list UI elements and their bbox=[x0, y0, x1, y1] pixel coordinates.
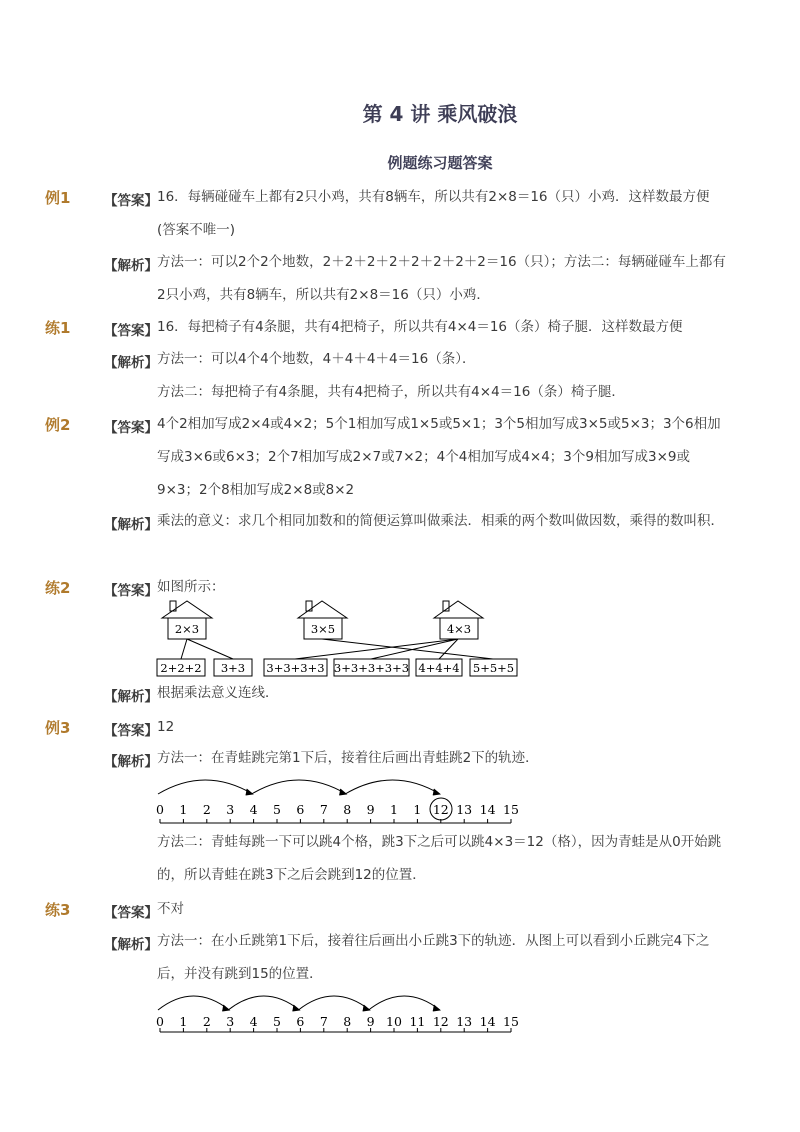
number-line-label: 6 bbox=[296, 802, 305, 817]
number-line-label: 10 bbox=[386, 1014, 402, 1029]
number-line-label: 7 bbox=[319, 802, 328, 817]
answer-box-label-4: 3+3+3+3+3 bbox=[333, 661, 410, 675]
practice-3-answer: 不对 bbox=[157, 901, 184, 917]
number-line-label: 2 bbox=[202, 802, 211, 817]
frog-number-line bbox=[156, 780, 519, 823]
jump-arc bbox=[298, 996, 369, 1010]
jump-arrowhead bbox=[433, 789, 440, 795]
jump-arc bbox=[345, 780, 440, 794]
practice-1-label: 练1 bbox=[45, 319, 71, 337]
jump-arrowhead bbox=[222, 1005, 229, 1011]
answer-box-label-5: 4+4+4 bbox=[418, 661, 460, 675]
example-3-answer: 12 bbox=[157, 719, 175, 735]
connector-line bbox=[295, 639, 458, 659]
number-line-label: 0 bbox=[156, 1014, 164, 1029]
hill-number-line bbox=[156, 996, 519, 1032]
analysis-tag: 【解析】 bbox=[104, 517, 158, 533]
number-line-label: 13 bbox=[456, 802, 473, 817]
number-line-label: 2 bbox=[202, 1014, 211, 1029]
number-line-label: 1 bbox=[390, 802, 398, 817]
example-1-label: 例1 bbox=[45, 189, 71, 207]
number-line-label: 1 bbox=[179, 1014, 188, 1029]
jump-arc bbox=[369, 996, 440, 1010]
jump-arrowhead bbox=[433, 1005, 440, 1011]
jump-arrowhead bbox=[292, 1005, 299, 1011]
number-line-label: 12 bbox=[432, 1014, 449, 1029]
number-line-label: 4 bbox=[249, 1014, 258, 1029]
answer-tag: 【答案】 bbox=[104, 323, 158, 339]
number-line-label: 5 bbox=[273, 802, 281, 817]
house-label-2: 3×5 bbox=[310, 622, 336, 636]
number-line-label: 6 bbox=[296, 1014, 305, 1029]
example-2-label: 例2 bbox=[45, 416, 71, 434]
number-line-label: 4 bbox=[249, 802, 258, 817]
number-line-label: 1 bbox=[179, 802, 188, 817]
example-2-answer: 4个2相加写成2×4或4×2；5个1相加写成1×5或5×1；3个5相加写成3×5或5×3；3个6相加写成3×6或6×3；2个7相加写成2×7或7×2；4个4相加写成4×4；3个9相加写成3×9或9×3；2个8相加写成2×8或8×2 bbox=[157, 416, 721, 498]
answer-tag: 【答案】 bbox=[104, 193, 158, 209]
analysis-tag: 【解析】 bbox=[104, 689, 158, 705]
number-line-label: 14 bbox=[479, 1014, 496, 1029]
number-line-label: 0 bbox=[156, 802, 164, 817]
number-line-label: 8 bbox=[343, 802, 352, 817]
answer-box-label-3: 3+3+3+3 bbox=[266, 661, 325, 675]
practice-2-analysis: 根据乘法意义连线． bbox=[157, 685, 279, 701]
answer-box-label-2: 3+3 bbox=[220, 661, 246, 675]
answer-box-label-1: 2+2+2 bbox=[160, 661, 202, 675]
number-line-label: 9 bbox=[366, 802, 375, 817]
practice-2-label: 练2 bbox=[45, 579, 71, 597]
connector-line bbox=[371, 639, 458, 659]
connector-line bbox=[181, 639, 187, 659]
number-line-label: 9 bbox=[366, 1014, 375, 1029]
practice-3-label: 练3 bbox=[45, 901, 71, 919]
section-subtitle: 例题练习题答案 bbox=[387, 154, 493, 172]
jump-arrowhead bbox=[339, 789, 346, 795]
connector-line bbox=[439, 639, 458, 659]
analysis-tag: 【解析】 bbox=[104, 258, 158, 274]
number-line-label: 14 bbox=[479, 802, 496, 817]
example-3-label: 例3 bbox=[45, 719, 71, 737]
connector-line bbox=[322, 639, 493, 659]
example-3-analysis-method2: 方法二：青蛙每跳一下可以跳4个格，跳3下之后可以跳4×3＝12（格），因为青蛙是从0开始跳的，所以青蛙在跳3下之后会跳到12的位置． bbox=[157, 834, 722, 883]
practice-1-analysis-method2: 方法二：每把椅子有4条腿，共有4把椅子，所以共有4×4＝16（条）椅子腿． bbox=[157, 384, 625, 400]
practice-1-analysis-method1: 方法一：可以4个4个地数，4＋4＋4＋4＝16（条）． bbox=[157, 351, 476, 367]
example-3-analysis-method1: 方法一：在青蛙跳完第1下后，接着往后画出青蛙跳2下的轨迹． bbox=[157, 750, 539, 766]
answer-box-label-6: 5+5+5 bbox=[472, 661, 515, 675]
number-line-label: 5 bbox=[273, 1014, 281, 1029]
page-title: 第 4 讲 乘风破浪 bbox=[362, 102, 518, 126]
number-line-label: 15 bbox=[503, 1014, 519, 1029]
connector-line bbox=[187, 639, 233, 659]
practice-1-answer: 16．每把椅子有4条腿，共有4把椅子，所以共有4×4＝16（条）椅子腿．这样数最方便 bbox=[157, 319, 683, 335]
analysis-tag: 【解析】 bbox=[104, 355, 158, 371]
number-line-label: 12 bbox=[432, 802, 449, 817]
house-label-1: 2×3 bbox=[174, 622, 200, 636]
number-line-label: 13 bbox=[456, 1014, 473, 1029]
jump-arc bbox=[158, 780, 253, 794]
number-line-label: 7 bbox=[319, 1014, 328, 1029]
answer-tag: 【答案】 bbox=[104, 905, 158, 921]
analysis-tag: 【解析】 bbox=[104, 937, 158, 953]
example-1-answer: 16．每辆碰碰车上都有2只小鸡，共有8辆车，所以共有2×8＝16（只）小鸡．这样数最方便(答案不唯一) bbox=[157, 189, 710, 238]
jump-arc bbox=[252, 780, 347, 794]
answer-tag: 【答案】 bbox=[104, 420, 158, 436]
number-line-label: 15 bbox=[503, 802, 519, 817]
jump-arrowhead bbox=[363, 1005, 370, 1011]
number-line-label: 11 bbox=[409, 1014, 426, 1029]
house-label-3: 4×3 bbox=[446, 622, 472, 636]
jump-arc bbox=[228, 996, 299, 1010]
jump-arrowhead bbox=[246, 789, 253, 795]
example-1-analysis: 方法一：可以2个2个地数，2＋2＋2＋2＋2＋2＋2＋2＝16（只）；方法二：每辆碰碰车上都有2只小鸡，共有8辆车，所以共有2×8＝16（只）小鸡． bbox=[157, 254, 726, 303]
jump-arc bbox=[158, 996, 229, 1010]
number-line-label: 3 bbox=[226, 802, 235, 817]
practice-3-analysis: 方法一：在小丘跳第1下后，接着往后画出小丘跳3下的轨迹．从图上可以看到小丘跳完4下之后，并没有跳到15的位置． bbox=[157, 933, 710, 982]
analysis-tag: 【解析】 bbox=[104, 754, 158, 770]
answer-tag: 【答案】 bbox=[104, 583, 158, 599]
example-2-analysis: 乘法的意义：求几个相同加数和的简便运算叫做乘法．相乘的两个数叫做因数，乘得的数叫积． bbox=[157, 513, 724, 529]
answer-tag: 【答案】 bbox=[104, 723, 158, 739]
number-line-label: 1 bbox=[413, 802, 422, 817]
number-line-label: 8 bbox=[343, 1014, 352, 1029]
practice-2-answer: 如图所示： bbox=[157, 579, 225, 595]
number-line-label: 3 bbox=[226, 1014, 235, 1029]
